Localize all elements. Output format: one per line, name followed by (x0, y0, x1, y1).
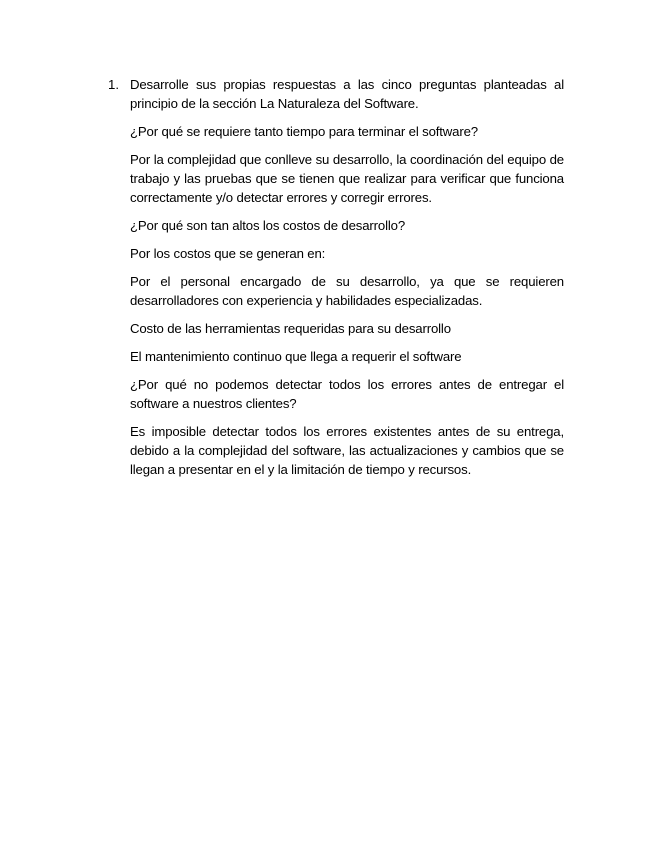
answer-2-point-2: Costo de las herramientas requeridas para su desarrollo (130, 321, 451, 336)
question-2: ¿Por qué son tan altos los costos de desarrollo? (130, 218, 406, 233)
list-item-number: 1. (108, 77, 119, 92)
list-item (108, 75, 564, 488)
numbered-list (108, 75, 564, 488)
answer-2-point-3: El mantenimiento continuo que llega a requerir el software (130, 349, 462, 364)
answer-1: Por la complejidad que conlleve su desarrollo, la coordinación del equipo de trabajo y las pruebas que se tienen que realizar para verificar que funciona correctamente y/o detectar errores y corregir errores. (130, 152, 564, 205)
answer-3: Es imposible detectar todos los errores existentes antes de su entrega, debido a la complejidad del software, las actualizaciones y cambios que se llegan a presentar en el y la limitación de tiempo y recursos. (130, 424, 564, 477)
question-3: ¿Por qué no podemos detectar todos los errores antes de entregar el software a nuestros clientes? (130, 377, 564, 411)
answer-2-intro: Por los costos que se generan en: (130, 246, 326, 261)
question-1: ¿Por qué se requiere tanto tiempo para terminar el software? (130, 124, 478, 139)
answer-2-point-1: Por el personal encargado de su desarrollo, ya que se requieren desarrolladores con experiencia y habilidades especializadas. (130, 274, 564, 308)
list-item-body (130, 75, 564, 488)
intro-paragraph: Desarrolle sus propias respuestas a las cinco preguntas planteadas al principio de la sección La Naturaleza del Software. (130, 77, 564, 111)
